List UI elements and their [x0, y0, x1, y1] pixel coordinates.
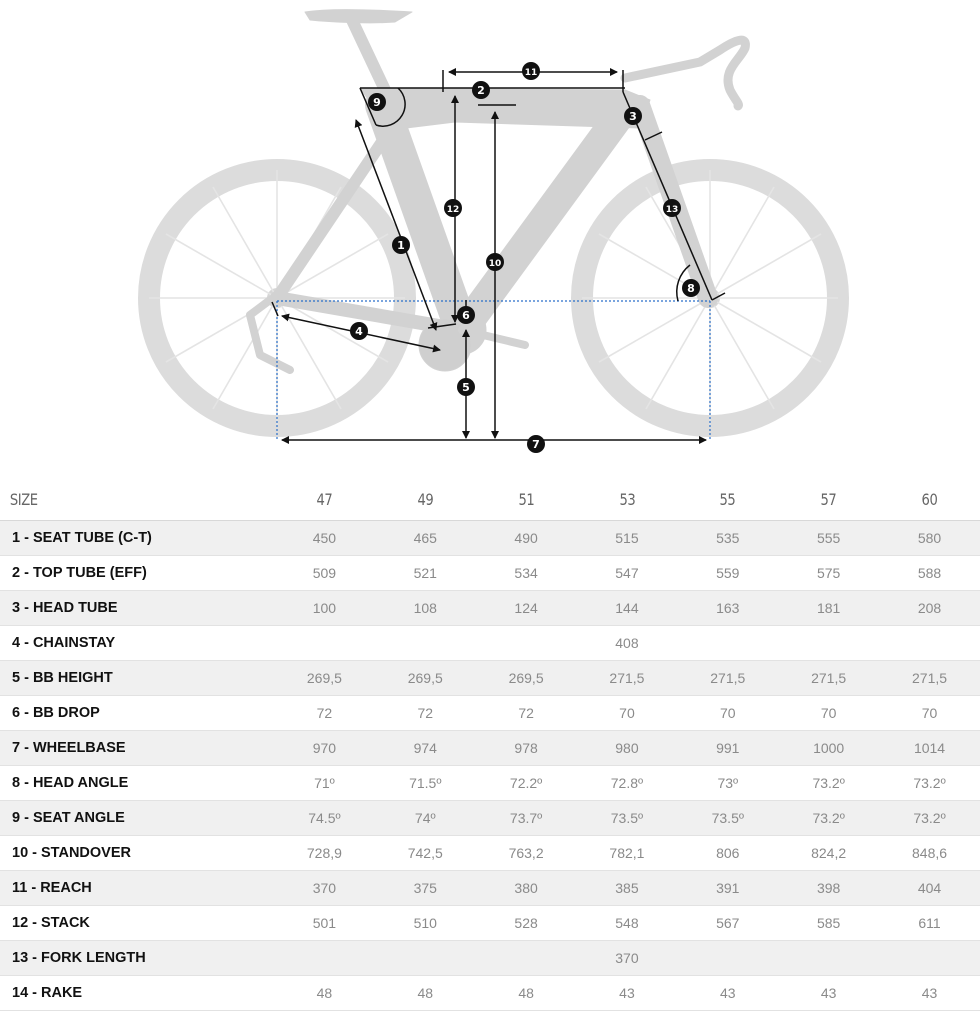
measurement-cell: 824,2 — [778, 835, 879, 870]
row-label: 10 - STANDOVER — [0, 835, 274, 870]
measurement-cell: 465 — [375, 520, 476, 555]
measurement-cell: 548 — [577, 905, 678, 940]
measurement-cell: 559 — [677, 555, 778, 590]
measurement-cell: 72 — [476, 695, 577, 730]
measurement-cell: 181 — [778, 590, 879, 625]
measurement-cell: 163 — [677, 590, 778, 625]
table-row — [0, 695, 980, 730]
measurement-cell: 575 — [778, 555, 879, 590]
measurement-cell: 408 — [577, 625, 678, 660]
marker-13 — [663, 199, 681, 217]
table-row — [0, 940, 980, 975]
row-label: 8 - HEAD ANGLE — [0, 765, 274, 800]
measurement-cell: 48 — [274, 975, 375, 1010]
measurement-cell: 1014 — [879, 730, 980, 765]
measurement-cell: 370 — [577, 940, 678, 975]
measurement-cell: 450 — [274, 520, 375, 555]
svg-text:2: 2 — [477, 84, 485, 97]
measurement-cell: 806 — [677, 835, 778, 870]
measurement-cell: 385 — [577, 870, 678, 905]
row-label: 12 - STACK — [0, 905, 274, 940]
measurement-cell: 48 — [476, 975, 577, 1010]
row-label: 2 - TOP TUBE (EFF) — [0, 555, 274, 590]
size-header-51: 51 — [485, 480, 568, 520]
measurement-cell: 370 — [274, 870, 375, 905]
row-label: 11 - REACH — [0, 870, 274, 905]
svg-text:11: 11 — [524, 68, 538, 78]
table-row — [0, 520, 980, 555]
measurement-cell: 611 — [879, 905, 980, 940]
table-row — [0, 905, 980, 940]
measurement-cell: 271,5 — [577, 660, 678, 695]
measurement-cell: 567 — [677, 905, 778, 940]
marker-5 — [457, 378, 475, 396]
measurement-cell: 547 — [577, 555, 678, 590]
size-header-53: 53 — [586, 480, 669, 520]
table-row — [0, 660, 980, 695]
measurement-cell: 74.5º — [274, 800, 375, 835]
svg-text:1: 1 — [397, 239, 405, 252]
measurement-cell: 73.5º — [677, 800, 778, 835]
marker-4 — [350, 322, 368, 340]
measurement-cell: 510 — [375, 905, 476, 940]
measurement-cell — [375, 625, 476, 660]
measurement-cell: 528 — [476, 905, 577, 940]
measurement-cell — [879, 940, 980, 975]
measurement-cell: 71º — [274, 765, 375, 800]
svg-text:7: 7 — [532, 438, 540, 451]
row-label: 13 - FORK LENGTH — [0, 940, 274, 975]
size-header-49: 49 — [384, 480, 467, 520]
measurement-cell — [476, 940, 577, 975]
marker-12 — [444, 199, 462, 217]
geometry-table-header — [0, 480, 980, 520]
measurement-cell — [677, 625, 778, 660]
measurement-cell: 73.2º — [778, 800, 879, 835]
measurement-cell: 74º — [375, 800, 476, 835]
measurement-cell: 100 — [274, 590, 375, 625]
measurement-cell — [375, 940, 476, 975]
table-row — [0, 975, 980, 1010]
measurement-cell: 763,2 — [476, 835, 577, 870]
table-row — [0, 555, 980, 590]
row-label: 5 - BB HEIGHT — [0, 660, 274, 695]
svg-text:5: 5 — [462, 381, 470, 394]
measurement-cell: 72.8º — [577, 765, 678, 800]
measurement-cell: 43 — [879, 975, 980, 1010]
measurement-cell: 585 — [778, 905, 879, 940]
measurement-cell: 509 — [274, 555, 375, 590]
measurement-cell — [778, 940, 879, 975]
geometry-table-body — [0, 520, 980, 1010]
measurement-cell: 534 — [476, 555, 577, 590]
measurement-cell: 375 — [375, 870, 476, 905]
table-row — [0, 765, 980, 800]
table-row — [0, 730, 980, 765]
measurement-cell: 108 — [375, 590, 476, 625]
measurement-cell: 73.2º — [778, 765, 879, 800]
measurement-cell: 73.5º — [577, 800, 678, 835]
measurement-cell: 72.2º — [476, 765, 577, 800]
measurement-cell: 144 — [577, 590, 678, 625]
row-label: 3 - HEAD TUBE — [0, 590, 274, 625]
marker-8 — [682, 279, 700, 297]
measurement-cell: 588 — [879, 555, 980, 590]
svg-text:4: 4 — [355, 325, 363, 338]
measurement-cell: 73.2º — [879, 800, 980, 835]
measurement-cell: 848,6 — [879, 835, 980, 870]
svg-text:3: 3 — [629, 110, 637, 123]
svg-text:9: 9 — [373, 96, 381, 109]
row-label: 7 - WHEELBASE — [0, 730, 274, 765]
measurement-cell: 501 — [274, 905, 375, 940]
marker-2 — [472, 81, 490, 99]
marker-7 — [527, 435, 545, 453]
row-label: 14 - RAKE — [0, 975, 274, 1010]
measurement-cell: 991 — [677, 730, 778, 765]
measurement-cell: 208 — [879, 590, 980, 625]
measurement-cell: 43 — [677, 975, 778, 1010]
measurement-cell: 43 — [577, 975, 678, 1010]
svg-text:6: 6 — [462, 309, 470, 322]
size-header-label: SIZE — [0, 480, 225, 520]
bike-geometry-diagram — [0, 0, 980, 460]
geometry-table — [0, 480, 980, 1011]
measurement-cell: 269,5 — [274, 660, 375, 695]
table-row — [0, 800, 980, 835]
measurement-cell: 404 — [879, 870, 980, 905]
marker-9 — [368, 93, 386, 111]
measurement-cell — [476, 625, 577, 660]
measurement-cell: 271,5 — [677, 660, 778, 695]
table-row — [0, 870, 980, 905]
marker-3 — [624, 107, 642, 125]
row-label: 4 - CHAINSTAY — [0, 625, 274, 660]
measurement-cell: 970 — [274, 730, 375, 765]
measurement-cell: 70 — [577, 695, 678, 730]
row-label: 6 - BB DROP — [0, 695, 274, 730]
table-row — [0, 625, 980, 660]
measurement-cell: 580 — [879, 520, 980, 555]
svg-text:12: 12 — [446, 205, 460, 215]
measurement-cell: 974 — [375, 730, 476, 765]
measurement-cell — [274, 625, 375, 660]
measurement-cell: 70 — [879, 695, 980, 730]
marker-11 — [522, 62, 540, 80]
measurement-cell: 515 — [577, 520, 678, 555]
measurement-cell — [274, 940, 375, 975]
measurement-cell: 521 — [375, 555, 476, 590]
measurement-cell: 380 — [476, 870, 577, 905]
measurement-cell: 72 — [274, 695, 375, 730]
svg-text:10: 10 — [488, 259, 502, 269]
measurement-cell: 73º — [677, 765, 778, 800]
svg-text:13: 13 — [665, 205, 679, 215]
measurement-cell: 124 — [476, 590, 577, 625]
measurement-cell: 728,9 — [274, 835, 375, 870]
measurement-cell: 43 — [778, 975, 879, 1010]
measurement-cell: 72 — [375, 695, 476, 730]
measurement-cell: 978 — [476, 730, 577, 765]
marker-1 — [392, 236, 410, 254]
marker-10 — [486, 253, 504, 271]
marker-6 — [457, 306, 475, 324]
measurement-cell: 742,5 — [375, 835, 476, 870]
size-header-60: 60 — [888, 480, 971, 520]
table-row — [0, 835, 980, 870]
measurement-cell — [677, 940, 778, 975]
size-header-row — [0, 480, 980, 520]
measurement-cell: 1000 — [778, 730, 879, 765]
measurement-cell: 271,5 — [879, 660, 980, 695]
svg-text:8: 8 — [687, 282, 695, 295]
measurement-cell: 269,5 — [476, 660, 577, 695]
size-header-55: 55 — [686, 480, 769, 520]
measurement-cell: 398 — [778, 870, 879, 905]
measurement-cell: 535 — [677, 520, 778, 555]
measurement-cell: 490 — [476, 520, 577, 555]
size-header-57: 57 — [787, 480, 870, 520]
measurement-cell: 269,5 — [375, 660, 476, 695]
measurement-cell — [879, 625, 980, 660]
measurement-cell — [778, 625, 879, 660]
measurement-cell: 271,5 — [778, 660, 879, 695]
measurement-cell: 70 — [677, 695, 778, 730]
row-label: 9 - SEAT ANGLE — [0, 800, 274, 835]
measurement-cell: 70 — [778, 695, 879, 730]
measurement-cell: 782,1 — [577, 835, 678, 870]
size-header-47: 47 — [283, 480, 366, 520]
measurement-cell: 391 — [677, 870, 778, 905]
table-row — [0, 590, 980, 625]
row-label: 1 - SEAT TUBE (C-T) — [0, 520, 274, 555]
measurement-cell: 71.5º — [375, 765, 476, 800]
measurement-cell: 980 — [577, 730, 678, 765]
measurement-cell: 73.2º — [879, 765, 980, 800]
measurement-cell: 73.7º — [476, 800, 577, 835]
measurement-cell: 555 — [778, 520, 879, 555]
measurement-cell: 48 — [375, 975, 476, 1010]
